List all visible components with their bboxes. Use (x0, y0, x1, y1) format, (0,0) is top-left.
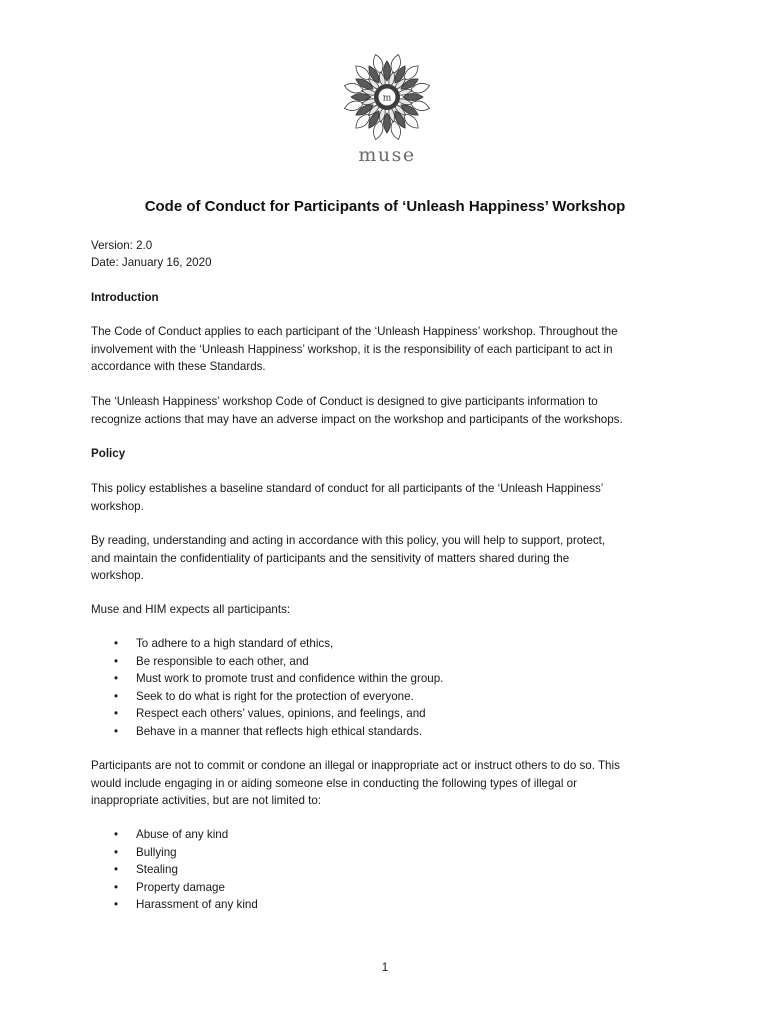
intro-paragraph-2: The ‘Unleash Happiness’ workshop Code of Conduct is designed to give participants information to recognize actions that may have an adverse impact on the workshop and participants of the workshops. (91, 395, 623, 426)
version-line: Version: 2.0 (91, 239, 153, 252)
bullet-icon: • (114, 689, 119, 703)
bullet-icon: • (114, 724, 119, 738)
bullet-icon: • (114, 637, 119, 650)
prohibited-item (91, 861, 258, 879)
list-item-text: Must work to promote trust and confidence within the group. (136, 672, 444, 686)
bullet-icon: • (114, 880, 119, 894)
bullet-icon: • (114, 707, 119, 721)
date-line: Date: January 16, 2020 (91, 256, 212, 269)
expectation-item (91, 670, 443, 688)
prohibited-item (91, 896, 258, 914)
expectation-item (91, 653, 443, 671)
list-item-text: Harassment of any kind (136, 898, 258, 912)
list-item-text: Bullying (136, 845, 177, 859)
bullet-icon: • (114, 898, 119, 912)
policy-heading: Policy (91, 447, 126, 460)
prohibited-intro: Participants are not to commit or condone an illegal or inappropriate act or instruct others to do so. This would include engaging in or aiding someone else in conducting the following types of illegal or inappropriate activities, but are not limited to: (91, 759, 620, 807)
expectations-list (91, 635, 443, 741)
list-item-text: Seek to do what is right for the protection of everyone. (136, 689, 414, 703)
expects-intro: Muse and HIM expects all participants: (91, 603, 291, 616)
intro-heading: Introduction (91, 291, 159, 304)
prohibited-activities-list (91, 826, 258, 914)
bullet-icon: • (114, 654, 119, 668)
list-item-text: To adhere to a high standard of ethics, (136, 637, 334, 650)
prohibited-item (91, 844, 258, 862)
policy-paragraph-1: This policy establishes a baseline standard of conduct for all participants of the ‘Unleash Happiness’ workshop. (91, 482, 604, 513)
expectation-item (91, 688, 443, 706)
bullet-icon: • (114, 845, 119, 859)
prohibited-item (91, 879, 258, 897)
document-title: Code of Conduct for Participants of ‘Unleash Happiness’ Workshop (144, 198, 626, 215)
expectation-item (91, 705, 443, 723)
bullet-icon: • (114, 828, 119, 841)
list-item-text: Abuse of any kind (136, 828, 229, 841)
expectation-item (91, 723, 443, 741)
intro-paragraph-1: The Code of Conduct applies to each participant of the ‘Unleash Happiness’ workshop. Throughout the involvement with the ‘Unleash Happiness’ workshop, it is the responsibility of each participant to act in accordance with these Standards. (91, 325, 618, 373)
mandala-logo-icon (342, 52, 432, 142)
bullet-icon: • (114, 863, 119, 877)
list-item-text: Respect each others’ values, opinions, and feelings, and (136, 707, 426, 721)
page-number: 1 (381, 961, 389, 974)
list-item-text: Stealing (136, 863, 178, 877)
policy-paragraph-2: By reading, understanding and acting in accordance with this policy, you will help to support, protect, and maintain the confidentiality of participants and the sensitivity of matters shared during the workshop. (91, 534, 606, 582)
list-item-text: Behave in a manner that reflects high ethical standards. (136, 724, 423, 738)
list-item-text: Property damage (136, 880, 225, 894)
logo-text: muse (358, 144, 416, 166)
expectation-item (91, 635, 443, 653)
muse-logo (340, 52, 434, 172)
logo-center-letter: m (382, 93, 392, 104)
prohibited-item (91, 826, 258, 844)
list-item-text: Be responsible to each other, and (136, 654, 309, 668)
bullet-icon: • (114, 672, 119, 686)
